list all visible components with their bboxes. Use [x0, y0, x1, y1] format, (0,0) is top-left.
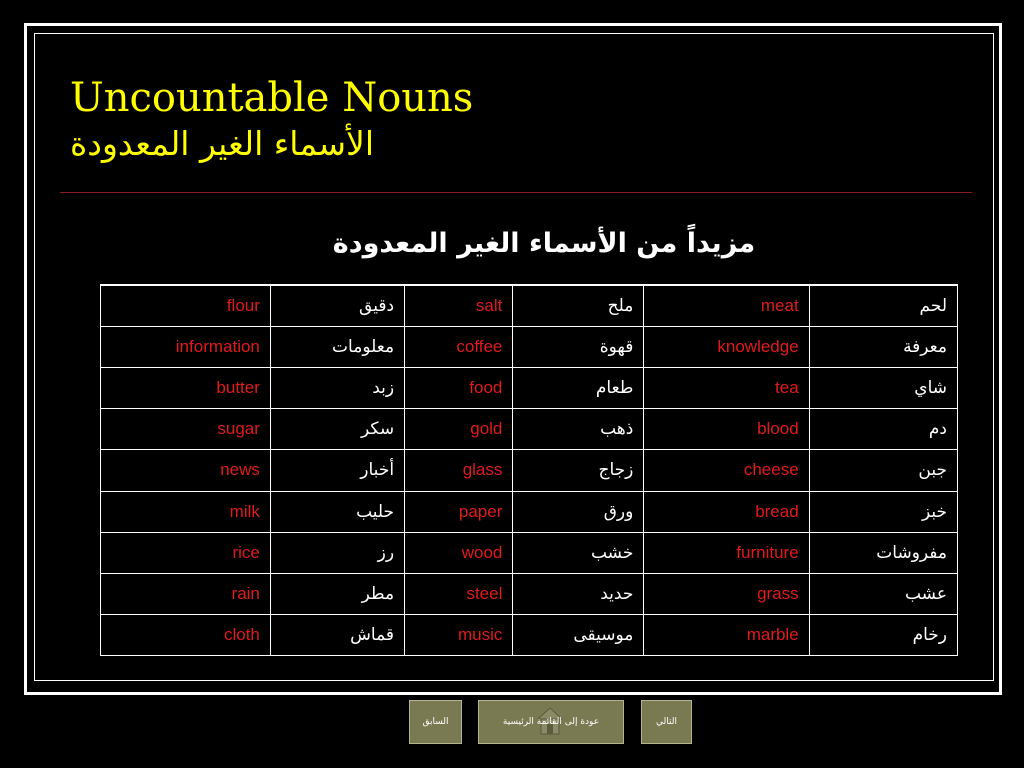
- english-word-cell: food: [405, 368, 513, 409]
- arabic-word-cell: ذهب: [513, 409, 644, 450]
- arabic-word-cell: دم: [809, 409, 957, 450]
- english-word-cell: glass: [405, 450, 513, 491]
- table-row: [101, 614, 958, 655]
- arabic-word-cell: زجاج: [513, 450, 644, 491]
- arabic-word-cell: حديد: [513, 573, 644, 614]
- title-divider: [60, 192, 972, 193]
- table-heading: مزيداً من الأسماء الغير المعدودة: [332, 228, 756, 259]
- next-button[interactable]: [641, 700, 692, 744]
- table-row: [101, 450, 958, 491]
- table-row: [101, 285, 958, 327]
- arabic-word-cell: حليب: [270, 491, 404, 532]
- english-word-cell: cloth: [101, 614, 271, 655]
- table-row: [101, 491, 958, 532]
- english-word-cell: paper: [405, 491, 513, 532]
- english-word-cell: marble: [644, 614, 809, 655]
- english-word-cell: cheese: [644, 450, 809, 491]
- english-word-cell: bread: [644, 491, 809, 532]
- english-word-cell: butter: [101, 368, 271, 409]
- vocabulary-table: [100, 284, 958, 656]
- vocabulary-table-body: [101, 285, 958, 656]
- english-word-cell: furniture: [644, 532, 809, 573]
- arabic-word-cell: أخبار: [270, 450, 404, 491]
- table-row: [101, 327, 958, 368]
- english-word-cell: steel: [405, 573, 513, 614]
- english-word-cell: rice: [101, 532, 271, 573]
- arabic-word-cell: قماش: [270, 614, 404, 655]
- arabic-word-cell: موسيقى: [513, 614, 644, 655]
- english-word-cell: coffee: [405, 327, 513, 368]
- table-row: [101, 532, 958, 573]
- arabic-word-cell: قهوة: [513, 327, 644, 368]
- english-word-cell: knowledge: [644, 327, 809, 368]
- english-word-cell: salt: [405, 285, 513, 327]
- table-row: [101, 573, 958, 614]
- arabic-word-cell: سكر: [270, 409, 404, 450]
- arabic-word-cell: جبن: [809, 450, 957, 491]
- arabic-word-cell: ملح: [513, 285, 644, 327]
- arabic-word-cell: معلومات: [270, 327, 404, 368]
- arabic-word-cell: معرفة: [809, 327, 957, 368]
- arabic-word-cell: لحم: [809, 285, 957, 327]
- arabic-word-cell: مفروشات: [809, 532, 957, 573]
- arabic-word-cell: رخام: [809, 614, 957, 655]
- english-word-cell: news: [101, 450, 271, 491]
- table-row: [101, 368, 958, 409]
- english-word-cell: wood: [405, 532, 513, 573]
- arabic-word-cell: مطر: [270, 573, 404, 614]
- previous-button[interactable]: [409, 700, 462, 744]
- home-button-label: عودة إلى القائمة الرئيسية: [502, 717, 600, 727]
- english-word-cell: blood: [644, 409, 809, 450]
- english-word-cell: grass: [644, 573, 809, 614]
- arabic-word-cell: طعام: [513, 368, 644, 409]
- english-word-cell: sugar: [101, 409, 271, 450]
- arabic-word-cell: شاي: [809, 368, 957, 409]
- arabic-word-cell: زبد: [270, 368, 404, 409]
- english-word-cell: rain: [101, 573, 271, 614]
- arabic-word-cell: عشب: [809, 573, 957, 614]
- previous-button-label: السابق: [422, 717, 449, 727]
- arabic-word-cell: خبز: [809, 491, 957, 532]
- next-button-label: التالي: [656, 717, 677, 727]
- english-word-cell: milk: [101, 491, 271, 532]
- english-word-cell: tea: [644, 368, 809, 409]
- arabic-word-cell: خشب: [513, 532, 644, 573]
- arabic-word-cell: دقيق: [270, 285, 404, 327]
- arabic-word-cell: ورق: [513, 491, 644, 532]
- english-word-cell: information: [101, 327, 271, 368]
- english-word-cell: flour: [101, 285, 271, 327]
- english-word-cell: meat: [644, 285, 809, 327]
- english-word-cell: gold: [405, 409, 513, 450]
- english-word-cell: music: [405, 614, 513, 655]
- arabic-word-cell: رز: [270, 532, 404, 573]
- table-row: [101, 409, 958, 450]
- slide-title-english: Uncountable Nouns: [70, 75, 474, 121]
- slide-title-arabic: الأسماء الغير المعدودة: [70, 124, 375, 163]
